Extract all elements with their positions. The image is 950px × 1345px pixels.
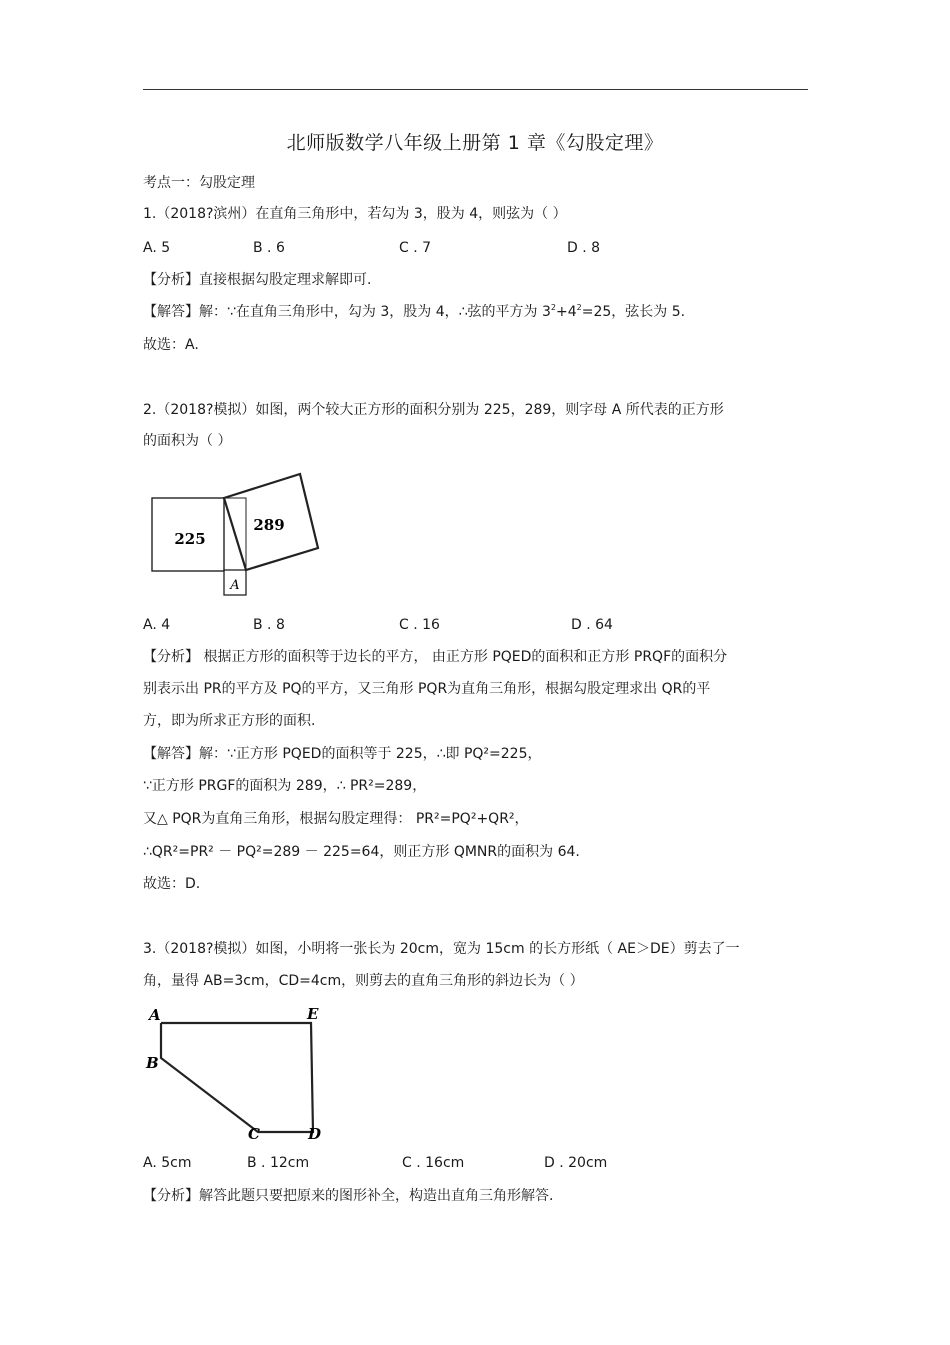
label-289: 289 — [253, 516, 285, 534]
q1-choice-c: C . 7 — [399, 240, 432, 256]
header-rule — [143, 89, 808, 90]
q3-choice-c: C . 16cm — [402, 1155, 465, 1171]
label-c: C — [248, 1125, 260, 1143]
q3-stem-line2: 角，量得 AB=3cm，CD=4cm，则剪去的直角三角形的斜边长为（ ） — [143, 973, 584, 989]
q3-stem-line1: 3.（2018?模拟）如图，小明将一张长为 20cm，宽为 15cm 的长方形纸（ AE＞DE）剪去了一 — [143, 941, 740, 957]
q1-choice-d: D . 8 — [567, 240, 601, 256]
q2-choice-c: C . 16 — [399, 617, 440, 633]
q1-choice-b: B . 6 — [253, 240, 285, 256]
q2-conclusion: 故选：D. — [143, 876, 201, 892]
label-a: A — [230, 578, 240, 593]
q2-figure — [143, 462, 328, 598]
label-b: B — [146, 1054, 159, 1072]
cut-rectangle — [161, 1023, 313, 1132]
label-e: E — [307, 1005, 319, 1023]
label-225: 225 — [174, 530, 206, 548]
q1-exponent-2: 2 — [576, 303, 582, 312]
q2-choice-a: A. 4 — [143, 617, 171, 633]
q3-choice-b: B . 12cm — [247, 1155, 310, 1171]
q2-answer-line3: 又△ PQR为直角三角形，根据勾股定理得： PR²=PQ²+QR²， — [143, 811, 529, 827]
q2-answer-line2: ∵正方形 PRGF的面积为 289，∴ PR²=289， — [143, 778, 427, 794]
label-a: A — [149, 1006, 161, 1024]
q1-exponent-1: 2 — [550, 303, 556, 312]
label-d: D — [308, 1125, 322, 1143]
q1-choices — [143, 239, 803, 257]
q1-answer-plus: +4 — [555, 304, 577, 320]
q3-choice-d: D . 20cm — [544, 1155, 608, 1171]
q2-answer-line1: 【解答】解：∵正方形 PQED的面积等于 225，∴即 PQ²=225， — [143, 746, 542, 762]
q1-answer-tail: =25，弦长为 5. — [581, 304, 686, 320]
q1-conclusion: 故选：A. — [143, 337, 199, 353]
q2-stem-line2: 的面积为（ ） — [143, 433, 232, 449]
q2-choices — [143, 616, 803, 634]
q2-stem-line1: 2.（2018?模拟）如图，两个较大正方形的面积分别为 225，289，则字母 A 所代表的正方形 — [143, 402, 724, 418]
q1-answer — [143, 303, 685, 321]
q1-choice-a: A. 5 — [143, 240, 171, 256]
q2-choice-b: B . 8 — [253, 617, 285, 633]
section-heading: 考点一：勾股定理 — [143, 175, 255, 191]
q2-analysis-line3: 方，即为所求正方形的面积. — [143, 713, 316, 729]
q1-stem: 1.（2018?滨州）在直角三角形中，若勾为 3，股为 4，则弦为（ ） — [143, 206, 567, 222]
q1-analysis: 【分析】直接根据勾股定理求解即可. — [143, 272, 372, 288]
q2-choice-d: D . 64 — [571, 617, 613, 633]
q2-analysis-line1: 【分析】 根据正方形的面积等于边长的平方， 由正方形 PQED的面积和正方形 PRQF的面积分 — [143, 649, 728, 665]
q1-answer-text: 【解答】解：∵在直角三角形中，勾为 3，股为 4，∴弦的平方为 3 — [143, 304, 551, 320]
q2-analysis-line2: 别表示出 PR的平方及 PQ的平方，又三角形 PQR为直角三角形，根据勾股定理求出 QR的平 — [143, 681, 711, 697]
q3-analysis: 【分析】解答此题只要把原来的图形补全，构造出直角三角形解答. — [143, 1188, 554, 1204]
page-title: 北师版数学八年级上册第 1 章《勾股定理》 — [286, 132, 664, 154]
q3-figure — [143, 1002, 333, 1144]
q2-answer-line4: ∴QR²=PR² － PQ²=289 － 225=64，则正方形 QMNR的面积为 64. — [143, 844, 580, 860]
q3-choice-a: A. 5cm — [143, 1155, 192, 1171]
q3-choices — [143, 1154, 803, 1172]
